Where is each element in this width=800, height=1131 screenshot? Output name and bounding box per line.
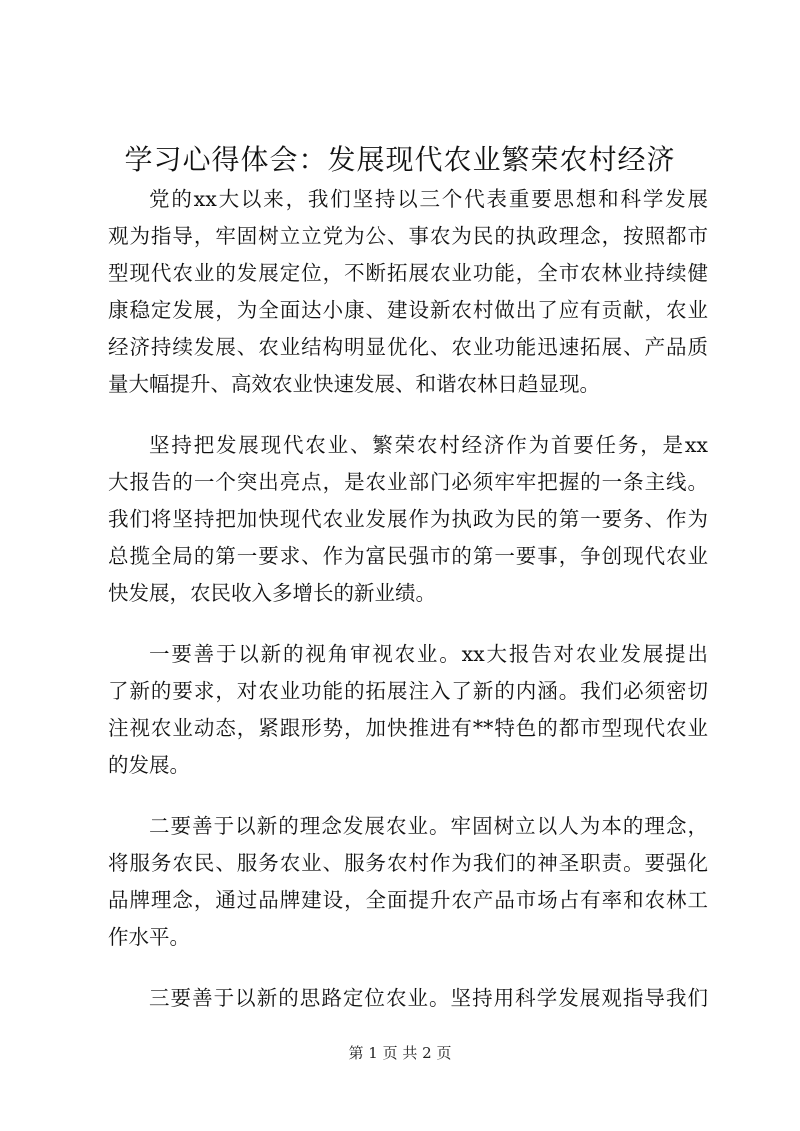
body-line: 注视农业动态，紧跟形势，加快推进有**特色的都市型现代农业 [108, 716, 708, 740]
body-line: 大报告的一个突出亮点，是农业部门必须牢牢把握的一条主线。 [108, 470, 708, 494]
body-line: 的发展。 [108, 753, 190, 777]
body-line: 观为指导，牢固树立立党为公、事农为民的执政理念，按照都市 [108, 224, 708, 248]
body-line: 型现代农业的发展定位，不断拓展农业功能，全市农林业持续健 [108, 261, 708, 285]
body-line: 作水平。 [108, 925, 190, 949]
page-number-footer: 第 1 页 共 2 页 [348, 1044, 452, 1062]
body-line: 康稳定发展，为全面达小康、建设新农村做出了应有贡献，农业 [108, 298, 708, 322]
body-line: 经济持续发展、农业结构明显优化、农业功能迅速拓展、产品质 [108, 335, 708, 359]
body-line: 二要善于以新的理念发展农业。牢固树立以人为本的理念， [149, 814, 708, 838]
body-line: 快发展，农民收入多增长的新业绩。 [108, 581, 436, 605]
body-line: 了新的要求，对农业功能的拓展注入了新的内涵。我们必须密切 [108, 679, 708, 703]
body-line: 将服务农民、服务农业、服务农村作为我们的神圣职责。要强化 [108, 851, 708, 875]
body-line: 党的xx大以来，我们坚持以三个代表重要思想和科学发展 [149, 187, 708, 211]
body-line: 总揽全局的第一要求、作为富民强市的第一要事，争创现代农业 [108, 544, 708, 568]
body-line: 品牌理念，通过品牌建设，全面提升农产品市场占有率和农林工 [108, 888, 708, 912]
document-title: 学习心得体会：发展现代农业繁荣农村经济 [124, 143, 676, 176]
body-line: 一要善于以新的视角审视农业。xx大报告对农业发展提出 [149, 642, 708, 666]
body-line: 量大幅提升、高效农业快速发展、和谐农林日趋显现。 [108, 372, 600, 396]
body-line: 我们将坚持把加快现代农业发展作为执政为民的第一要务、作为 [108, 507, 708, 531]
body-line: 三要善于以新的思路定位农业。坚持用科学发展观指导我们 [149, 986, 708, 1010]
body-line: 坚持把发展现代农业、繁荣农村经济作为首要任务，是xx [149, 433, 708, 457]
